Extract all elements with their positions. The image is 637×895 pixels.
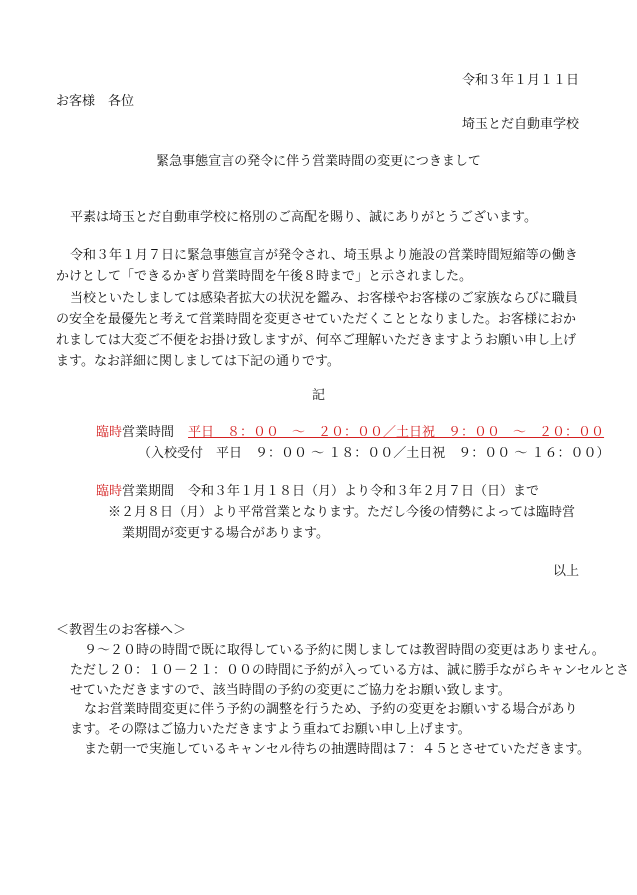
paragraph-line: の安全を最優先と考えて営業時間を変更させていただくこととなりました。お客様におか (56, 312, 577, 327)
date: 令和３年１月１１日 (461, 73, 579, 88)
ki-marker: 記 (311, 388, 325, 403)
period-row (96, 485, 539, 498)
paragraph-line: 令和３年１月７日に緊急事態宣言が発令され、埼玉県より施設の営業時間短縮等の働き (70, 248, 578, 263)
hours-label: 営業時間 (122, 425, 175, 440)
period-note: 業期間が変更する場合があります。 (122, 526, 329, 541)
hours-row (96, 426, 604, 439)
period-note: ※２月８日（月）より平常営業となります。ただし今後の情勢によっては臨時営 (108, 505, 575, 520)
paragraph-line: かけとして「できるかぎり営業時間を午後８時まで」と示されました。 (56, 269, 473, 284)
admission-hours: （入校受付 平日 ９：００ ～ １８：００／土日祝 ９：００ ～ １６：００） (138, 446, 610, 461)
period-label-temporary: 臨時 (96, 484, 123, 499)
student-section-line: ます。その際はご協力いただきますよう重ねてお願い申し上げます。 (70, 722, 471, 737)
period-label: 営業期間 (122, 484, 175, 499)
paragraph-line: 当校といたしましては感染者拡大の状況を鑑み、お客様やお客様のご家族ならびに職員 (70, 291, 578, 306)
greeting: 平素は埼玉とだ自動車学校に格別のご高配を賜り、誠にありがとうございます。 (70, 210, 537, 225)
hours-value: 平日 ８：００ ～ ２０：００／土日祝 ９：００ ～ ２０：００ (188, 425, 605, 440)
sender: 埼玉とだ自動車学校 (461, 117, 579, 132)
paragraph-line: れましては大変ご不便をお掛け致しますが、何卒ご理解いただきますようお願い申し上げ (56, 333, 577, 348)
hours-label-temporary: 臨時 (96, 425, 123, 440)
closing: 以上 (552, 564, 579, 579)
paragraph-line: ます。なお詳細に関しましては下記の通りです。 (56, 354, 340, 369)
student-section-line: ただし２０：１０－２１：００の時間に予約が入っている方は、誠に勝手ながらキャンセルとさ (70, 663, 630, 678)
notice-title: 緊急事態宣言の発令に伴う営業時間の変更につきまして (156, 154, 481, 169)
student-section-line: せていただきますので、該当時間の予約の変更にご協力をお願い致します。 (70, 683, 511, 698)
period-value: 令和３年１月１８日（月）より令和３年２月７日（日）まで (188, 484, 540, 499)
student-section-heading: ＜教習生のお客様へ＞ (56, 623, 187, 638)
student-section-line: なお営業時間変更に伴う予約の調整を行うため、予約の変更をお願いする場合があり (84, 702, 578, 717)
addressee: お客様 各位 (56, 94, 135, 109)
student-section-line: ９～２０時の時間で既に取得している予約に関しましては教習時間の変更はありません。 (84, 643, 605, 658)
student-section-line: また朝一で実施しているキャンセル待ちの抽選時間は７：４５とさせていただきます。 (84, 742, 590, 757)
